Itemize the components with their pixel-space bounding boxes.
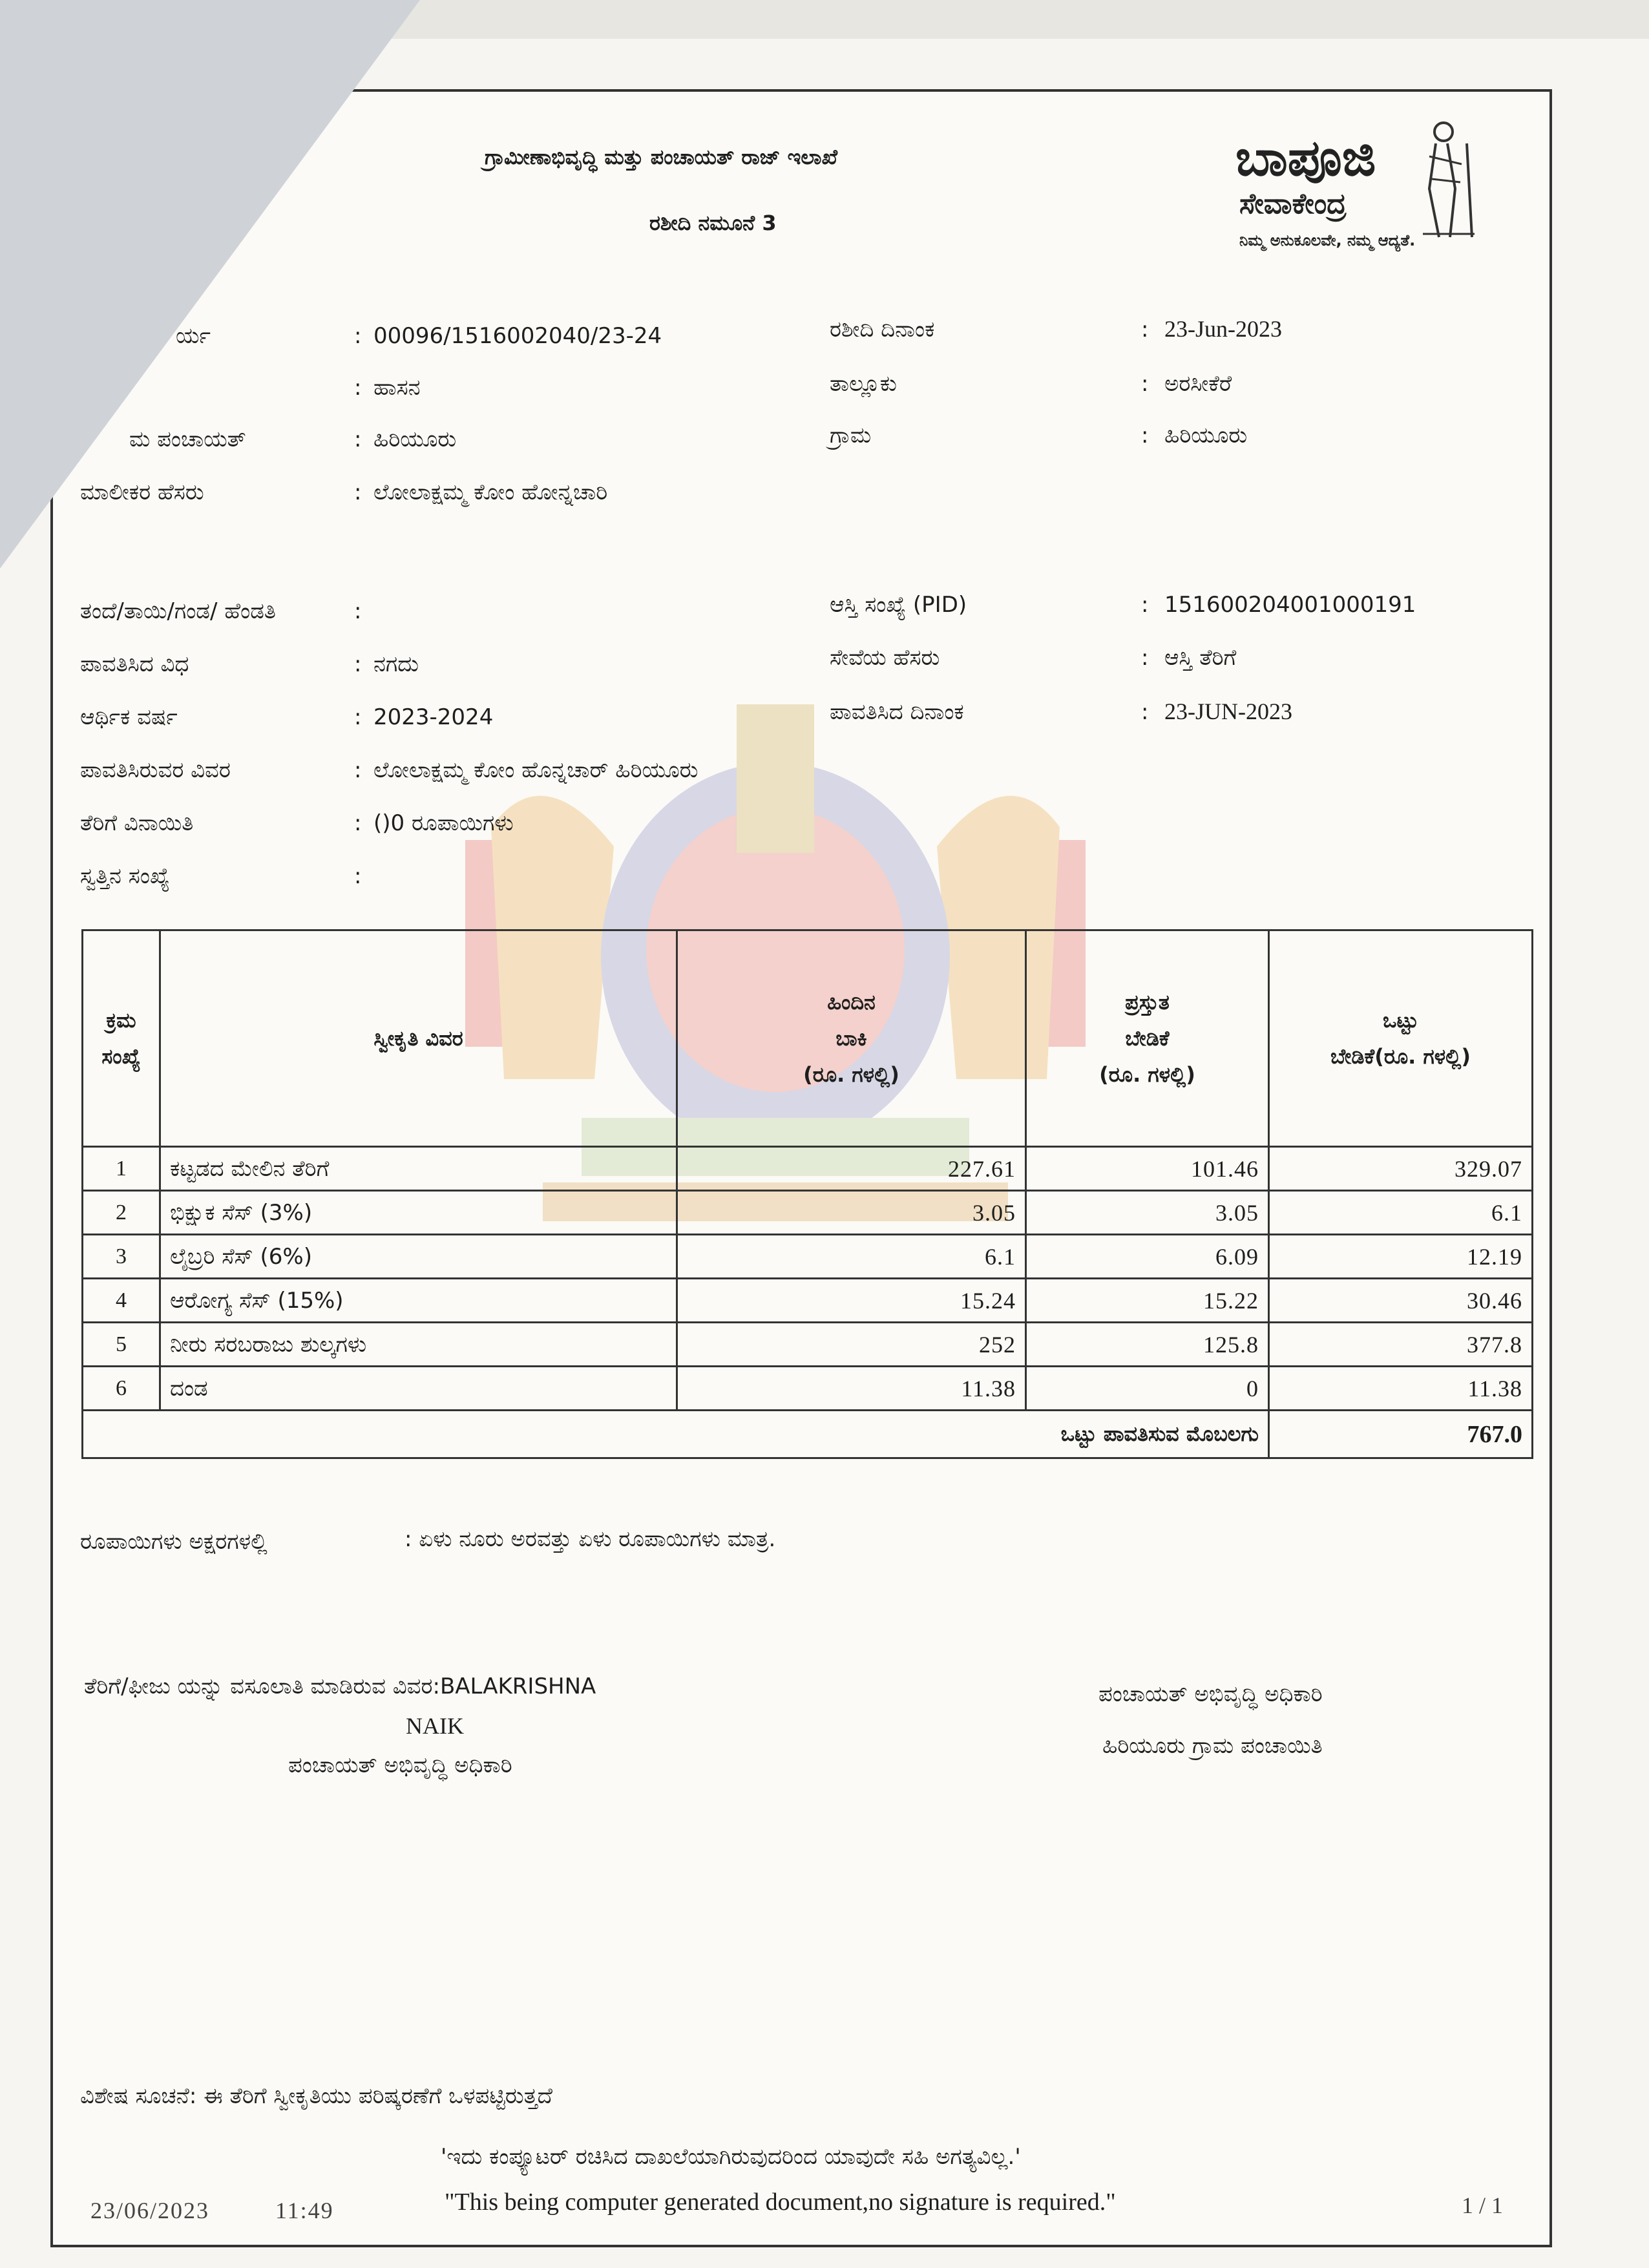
- receipt-number-label: ರ್ಯ: [176, 323, 211, 349]
- table-row: [83, 1279, 1533, 1323]
- page-number: 1 / 1: [1462, 2192, 1504, 2218]
- pid-value: 151600204001000191: [1164, 592, 1416, 618]
- village-value: ಹಿರಿಯೂರು: [1164, 423, 1248, 448]
- row-sl: 4: [83, 1279, 160, 1323]
- special-note: ವಿಶೇಷ ಸೂಚನೆ: ಈ ತೆರಿಗೆ ಸ್ವೀಕೃತಿಯು ಪರಿಷ್ಕರಣೆಗೆ ಒಳಪಟ್ಟಿರುತ್ತದೆ: [80, 2083, 552, 2109]
- tax-exemption-colon: :: [354, 810, 362, 836]
- row-previous-balance: 227.61: [677, 1147, 1026, 1191]
- table-row: [83, 1191, 1533, 1235]
- row-total-demand: 11.38: [1269, 1367, 1533, 1411]
- department-title: ಗ್ರಾಮೀಣಾಭಿವೃದ್ಧಿ ಮತ್ತು ಪಂಚಾಯತ್ ರಾಜ್ ಇಲಾಖೆ: [485, 145, 838, 169]
- taluk-colon: :: [1141, 371, 1149, 397]
- service-name-label: ಸೇವೆಯ ಹೆಸರು: [830, 645, 940, 671]
- previous-balance-header: ಹಿಂದಿನ ಬಾಕಿ (ರೂ. ಗಳಲ್ಲಿ): [677, 930, 1026, 1147]
- payment-date-value: 23-JUN-2023: [1164, 698, 1292, 724]
- row-total-demand: 329.07: [1269, 1147, 1533, 1191]
- receipt-number-value: 00096/1516002040/23-24: [373, 323, 662, 349]
- current-demand-header: ಪ್ರಸ್ತುತ ಬೇಡಿಕೆ (ರೂ. ಗಳಲ್ಲಿ): [1026, 930, 1269, 1147]
- row-total-demand: 12.19: [1269, 1235, 1533, 1279]
- table-row: [83, 1367, 1533, 1411]
- receipt-date-value: 23-Jun-2023: [1164, 316, 1282, 342]
- service-name-colon: :: [1141, 645, 1149, 671]
- row-sl: 1: [83, 1147, 160, 1191]
- village-colon: :: [1141, 423, 1149, 448]
- row-description: ದಂಡ: [160, 1367, 677, 1411]
- row-description: ನೀರು ಸರಬರಾಜು ಶುಲ್ಕಗಳು: [160, 1323, 677, 1367]
- print-date: 23/06/2023: [90, 2198, 210, 2223]
- table-row: [83, 1147, 1533, 1191]
- logo-subtitle: ಸೇವಾಕೇಂದ್ರ: [1239, 187, 1347, 220]
- table-row: [83, 1323, 1533, 1367]
- payment-mode-label: ಪಾವತಿಸಿದ ವಿಧ: [80, 651, 189, 677]
- relation-colon: :: [354, 598, 362, 624]
- payment-date-colon: :: [1141, 699, 1149, 725]
- row-total-demand: 6.1: [1269, 1191, 1533, 1235]
- amount-in-words-label: ರೂಪಾಯಿಗಳು ಅಕ್ಷರಗಳಲ್ಲಿ: [80, 1529, 268, 1555]
- logo-title: ಬಾಪೂಜಿ: [1235, 129, 1376, 187]
- payment-mode-colon: :: [354, 651, 362, 677]
- gandhi-figure-icon: [1410, 118, 1481, 240]
- property-number-label: ಸ್ವತ್ತಿನ ಸಂಖ್ಯೆ: [80, 863, 170, 889]
- row-description: ಆರೋಗ್ಯ ಸೆಸ್ (15%): [160, 1279, 677, 1323]
- row-sl: 5: [83, 1323, 160, 1367]
- officer-designation: ಪಂಚಾಯತ್ ಅಭಿವೃದ್ಧಿ ಅಧಿಕಾರಿ: [1098, 1681, 1323, 1707]
- financial-year-value: 2023-2024: [373, 704, 494, 730]
- row-total-demand: 377.8: [1269, 1323, 1533, 1367]
- collector-details: ತೆರಿಗೆ/ಫೀಜು ಯನ್ನು ವಸೂಲಾತಿ ಮಾಡಿರುವ ವಿವರ:BALAKRISHNA: [84, 1674, 596, 1699]
- receipt-table: [81, 929, 1533, 1459]
- row-description: ಕಟ್ಟಡದ ಮೇಲಿನ ತೆರಿಗೆ: [160, 1147, 677, 1191]
- payer-details-value: ಲೋಲಾಕ್ಷಮ್ಮ ಕೋಂ ಹೊನ್ನಚಾರ್ ಹಿರಿಯೂರು: [373, 757, 698, 783]
- taluk-label: ತಾಲ್ಲೂಕು: [830, 371, 897, 397]
- owner-name-colon: :: [354, 479, 362, 505]
- property-number-colon: :: [354, 863, 362, 889]
- row-current-demand: 15.22: [1026, 1279, 1269, 1323]
- row-current-demand: 3.05: [1026, 1191, 1269, 1235]
- row-current-demand: 6.09: [1026, 1235, 1269, 1279]
- receipt-date-colon: :: [1141, 317, 1149, 342]
- service-name-value: ಆಸ್ತಿ ತೆರಿಗೆ: [1164, 645, 1237, 671]
- financial-year-label: ಆರ್ಥಿಕ ವರ್ಷ: [80, 704, 178, 730]
- gram-panchayat-colon: :: [354, 426, 362, 452]
- row-previous-balance: 3.05: [677, 1191, 1026, 1235]
- description-header: ಸ್ವೀಕೃತಿ ವಿವರ: [160, 930, 677, 1147]
- english-disclaimer: "This being computer generated document,no signature is required.": [445, 2189, 1116, 2216]
- gram-panchayat-value: ಹಿರಿಯೂರು: [373, 426, 457, 452]
- payment-mode-value: ನಗದು: [373, 651, 419, 677]
- total-amount-value: 767.0: [1269, 1411, 1533, 1458]
- row-sl: 3: [83, 1235, 160, 1279]
- row-description: ಭಿಕ್ಷುಕ ಸೆಸ್ (3%): [160, 1191, 677, 1235]
- table-row: [83, 1235, 1533, 1279]
- row-current-demand: 125.8: [1026, 1323, 1269, 1367]
- owner-name-value: ಲೋಲಾಕ್ಷಮ್ಮ ಕೋಂ ಹೋನ್ನಚಾರಿ: [373, 479, 608, 505]
- row-sl: 2: [83, 1191, 160, 1235]
- gram-panchayat-label: ಮ ಪಂಚಾಯತ್: [129, 426, 246, 452]
- logo-tagline: ನಿಮ್ಮ ಅನುಕೂಲವೇ, ನಮ್ಮ ಆದ್ಯತೆ.: [1239, 231, 1416, 249]
- form-title: ರಶೀದಿ ನಮೂನೆ 3: [649, 211, 777, 235]
- payer-details-label: ಪಾವತಿಸಿರುವರ ವಿವರ: [80, 757, 231, 783]
- row-previous-balance: 15.24: [677, 1279, 1026, 1323]
- officer-panchayat: ಹಿರಿಯೂರು ಗ್ರಾಮ ಪಂಚಾಯಿತಿ: [1102, 1733, 1323, 1759]
- collector-designation: ಪಂಚಾಯತ್ ಅಭಿವೃದ್ಧಿ ಅಧಿಕಾರಿ: [288, 1752, 512, 1778]
- payer-details-colon: :: [354, 757, 362, 783]
- sl-header: ಕ್ರಮ ಸಂಖ್ಯೆ: [83, 930, 160, 1147]
- tax-exemption-label: ತೆರಿಗೆ ವಿನಾಯಿತಿ: [80, 810, 194, 836]
- taluk-value: ಅರಸೀಕೆರೆ: [1164, 371, 1232, 397]
- payment-date-label: ಪಾವತಿಸಿದ ದಿನಾಂಕ: [830, 699, 964, 725]
- row-description: ಲೈಬ್ರರಿ ಸೆಸ್ (6%): [160, 1235, 677, 1279]
- pid-colon: :: [1141, 592, 1149, 618]
- row-total-demand: 30.46: [1269, 1279, 1533, 1323]
- row-previous-balance: 6.1: [677, 1235, 1026, 1279]
- district-value: ಹಾಸನ: [373, 375, 421, 401]
- receipt-date-label: ರಶೀದಿ ದಿನಾಂಕ: [830, 317, 935, 342]
- village-label: ಗ್ರಾಮ: [830, 423, 872, 448]
- row-sl: 6: [83, 1367, 160, 1411]
- row-current-demand: 101.46: [1026, 1147, 1269, 1191]
- print-time: 11:49: [275, 2198, 334, 2223]
- receipt-number-colon: :: [354, 323, 362, 349]
- relation-label: ತಂದೆ/ತಾಯಿ/ಗಂಡ/ ಹೆಂಡತಿ: [80, 598, 276, 624]
- row-previous-balance: 252: [677, 1323, 1026, 1367]
- pid-label: ಆಸ್ತಿ ಸಂಖ್ಯೆ (PID): [830, 592, 967, 618]
- total-amount-label: ಒಟ್ಟು ಪಾವತಿಸುವ ಮೊಬಲಗು: [83, 1411, 1269, 1458]
- total-row: [83, 1411, 1533, 1458]
- amount-in-words-value: : ಏಳು ನೂರು ಅರವತ್ತು ಏಳು ರೂಪಾಯಿಗಳು ಮಾತ್ರ.: [404, 1526, 776, 1552]
- collector-name-continued: NAIK: [406, 1713, 464, 1739]
- row-current-demand: 0: [1026, 1367, 1269, 1411]
- tax-exemption-value: ()0 ರೂಪಾಯಿಗಳು: [373, 810, 514, 836]
- kannada-disclaimer: 'ಇದು ಕಂಪ್ಯೂಟರ್ ರಚಿಸಿದ ದಾಖಲೆಯಾಗಿರುವುದರಿಂದ ಯಾವುದೇ ಸಹಿ ಅಗತ್ಯವಿಲ್ಲ.': [441, 2144, 1021, 2170]
- owner-name-label: ಮಾಲೀಕರ ಹೆಸರು: [80, 479, 204, 505]
- row-previous-balance: 11.38: [677, 1367, 1026, 1411]
- total-demand-header: ಒಟ್ಟು ಬೇಡಿಕೆ(ರೂ. ಗಳಲ್ಲಿ): [1269, 930, 1533, 1147]
- district-colon: :: [354, 375, 362, 401]
- financial-year-colon: :: [354, 704, 362, 730]
